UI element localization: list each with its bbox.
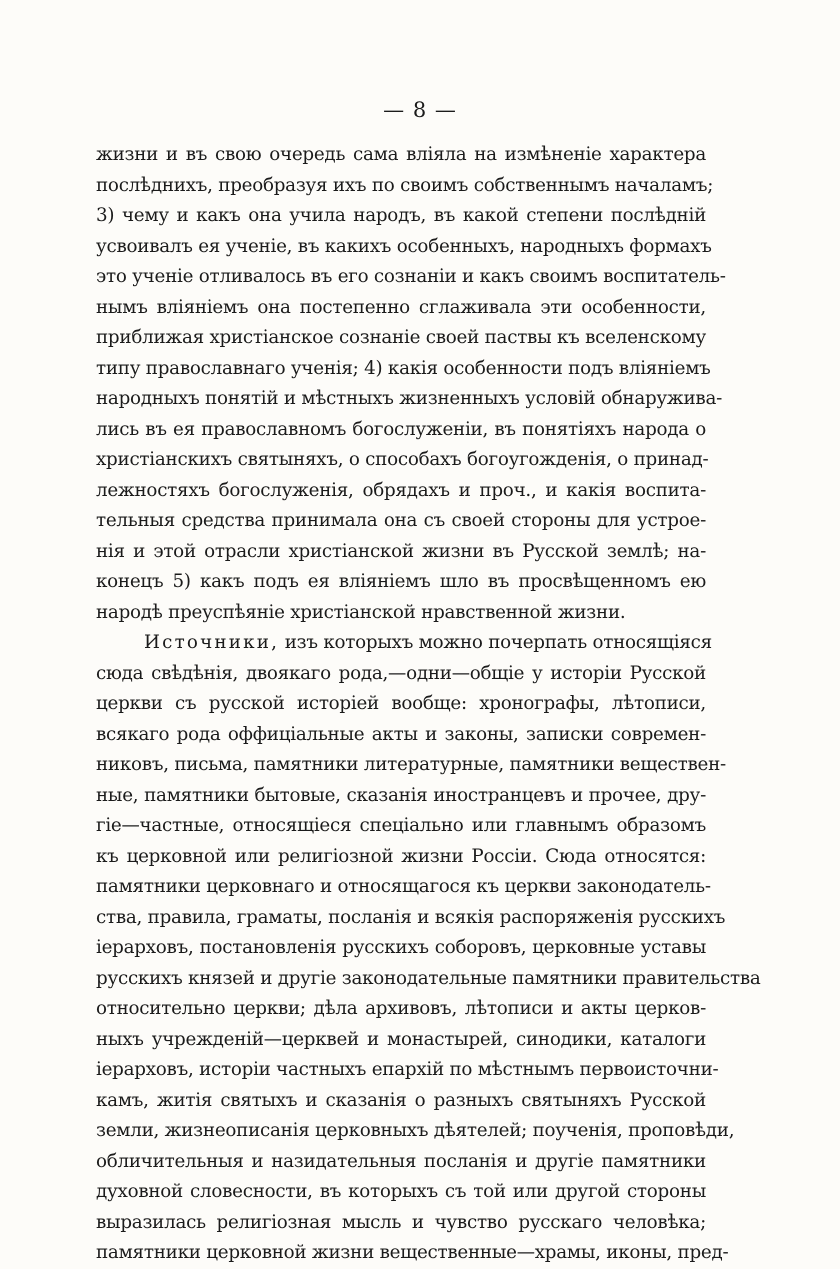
text-line: относительно церкви; дѣла архивовъ, лѣтописи и акты церков- [96,998,706,1019]
text-line: христіанскихъ святыняхъ, о способахъ богоугожденія, о принад- [96,449,709,470]
text-line: іерарховъ, постановленія русскихъ соборовъ, церковные уставы [96,937,706,958]
text-line: земли, жизнеописанія церковныхъ дѣятелей; поученія, проповѣди, [96,1120,735,1141]
text-line: народныхъ понятій и мѣстныхъ жизненныхъ условій обнаружива- [96,388,723,409]
paragraph-2-first-line [96,628,712,659]
text-line: народѣ преуспѣяніе христіанской нравственной жизни. [96,601,626,623]
text-line-rest: изъ которыхъ можно почерпать относящіяся [284,632,712,653]
text-line: къ церковной или религіозной жизни Россіи. Сюда относятся: [96,845,706,867]
text-line: усвоивалъ ея ученіе, въ какихъ особенныхъ, народныхъ формахъ [96,235,712,257]
text-line: 3) чему и какъ она учила народъ, въ какой степени послѣдній [96,205,706,226]
text-line: никовъ, письма, памятники литературные, памятники веществен- [96,754,726,775]
text-line: это ученіе отливалось въ его сознаніи и какъ своимъ воспитатель- [96,266,726,287]
text-line: сюда свѣдѣнія, двоякаго рода,—одни—общіе у исторіи Русской [96,662,706,684]
text-line: церкви съ русской исторіей вообще: хронографы, лѣтописи, [96,693,706,714]
text-line: послѣднихъ, преобразуя ихъ по своимъ собственнымъ началамъ; [96,174,714,196]
spaced-heading-word: Источники, [144,632,280,653]
body-text [96,140,761,1269]
text-line: типу православнаго ученія; 4) какія особенности подъ вліяніемъ [96,357,711,379]
text-line: лись въ ея православномъ богослуженіи, въ понятіяхъ народа о [96,418,706,440]
text-line: ства, правила, граматы, посланія и всякія распоряженія русскихъ [96,906,726,928]
text-line: выразилась религіозная мысль и чувство русскаго человѣка; [96,1211,706,1233]
text-line: духовной словесности, въ которыхъ съ той или другой стороны [96,1181,706,1202]
text-line: тельныя средства принимала она съ своей стороны для устрое- [96,510,706,531]
text-line: ныхъ учрежденій—церквей и монастырей, синодики, каталоги [96,1028,706,1050]
text-line: памятники церковной жизни вещественные—храмы, иконы, пред- [96,1242,729,1263]
paragraph-2 [96,628,761,1269]
text-line: всякаго рода оффиціальные акты и законы, записки современ- [96,723,706,745]
text-line: русскихъ князей и другіе законодательные памятники правительства [96,967,761,989]
text-line: гіе—частные, относящіеся спеціально или главнымъ образомъ [96,815,706,836]
paragraph-1 [96,140,726,628]
page-number: — 8 — [383,98,457,122]
text-line: памятники церковнаго и относящагося къ церкви законодатель- [96,876,711,897]
text-line: іерарховъ, исторіи частныхъ епархій по мѣстнымъ первоисточни- [96,1059,719,1080]
text-line: обличительныя и назидательныя посланія и другіе памятники [96,1150,706,1172]
text-line: камъ, житія святыхъ и сказанія о разныхъ святыняхъ Русской [96,1089,706,1111]
text-line: конецъ 5) какъ подъ ея вліяніемъ шло въ просвѣщенномъ ею [96,571,706,592]
text-line: нія и этой отрасли христіанской жизни въ Русской землѣ; на- [96,540,706,562]
text-line: приближая христіанское сознаніе своей паствы къ вселенскому [96,327,706,348]
text-line: нымъ вліяніемъ она постепенно сглаживала эти особенности, [96,296,706,318]
text-line: жизни и въ свою очередь сама вліяла на измѣненіе характера [96,144,706,165]
text-line: лежностяхъ богослуженія, обрядахъ и проч., и какія воспита- [96,479,706,501]
text-line: ные, памятники бытовые, сказанія иностранцевъ и прочее, дру- [96,784,706,806]
